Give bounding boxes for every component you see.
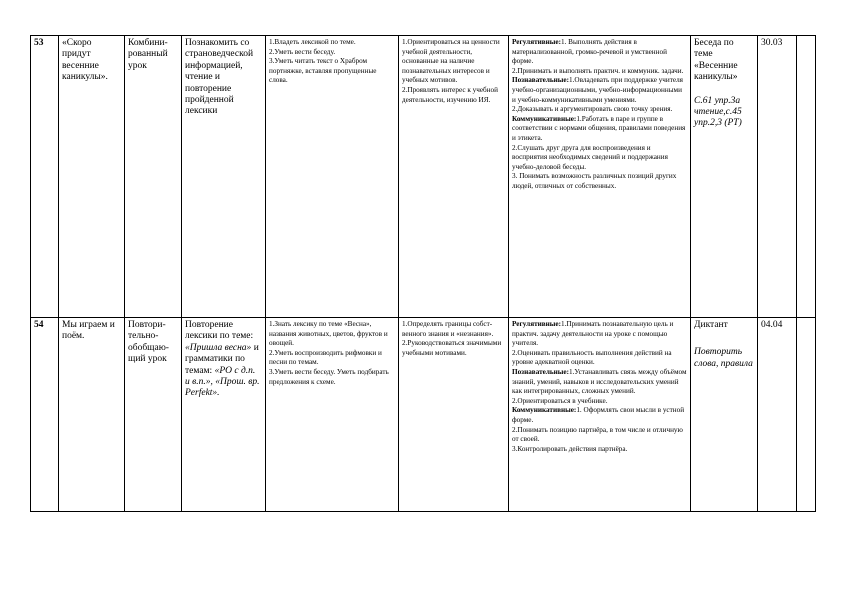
lesson-number: 54 (31, 318, 59, 512)
control-form: Диктант (694, 320, 728, 330)
homework: С.61 упр.3а чтение,с.45 упр.2,3 (РТ) (694, 95, 742, 129)
subject-result: 3.Уметь читать текст о Храбром портняжке, вставляя пропущенные слова. (269, 57, 377, 85)
uud-item: 1.Овладевать при поддержке учителя учебно-организационными, учебно-информационными и учебно-коммуникативными умениями. (512, 76, 683, 104)
uud-heading: Регулятивные: (512, 320, 561, 328)
table-row (31, 36, 816, 318)
subject-result: 2.Уметь воспроизводить рифмовки и песни по темам. (269, 348, 382, 367)
uud-block (512, 320, 673, 347)
subject-result: 3.Уметь вести беседу. Уметь подбирать предложения к схеме. (269, 367, 389, 386)
lesson-plan-table (30, 35, 816, 512)
subject-result: 1.Владеть лексикой по теме. (269, 38, 356, 46)
control-form: Беседа по теме «Весенние каникулы» (694, 38, 738, 83)
subject-result: 2.Уметь вести беседу. (269, 47, 336, 56)
uud-heading: Познавательные: (512, 76, 569, 85)
lesson-number: 53 (31, 36, 59, 318)
uud-item: 2.Слушать друг друга для воспроизведения и восприятия необходимых сведений и поддержания учебно-деловой беседы. (512, 143, 668, 171)
personal-result: 2.Руководствоваться значимыми учебными мотивами. (402, 339, 502, 357)
personal-results (399, 318, 509, 512)
lesson-goal: Познакомить со страноведческой информацией, чтение и повторение пройденной лексики (182, 36, 266, 318)
goal-topic: «PO с д.п. и в.п.», «Прош. вр. Perfekt». (185, 365, 260, 399)
uud-item: 3.Контролировать действия партнёра. (512, 444, 628, 453)
lesson-topic: «Скоро придут весенние каникулы». (59, 36, 125, 318)
empty-cell (797, 318, 816, 512)
uud-heading: Коммуникативные: (512, 406, 577, 415)
uud-block (512, 76, 683, 103)
lesson-date: 04.04 (758, 318, 797, 512)
uud-item: 2.Ориентироваться в учебнике. (512, 396, 608, 405)
uud-results (509, 36, 691, 318)
uud-item: 1.Устанавливать связь между объёмом знаний, умений, навыков и исследовательских умений как интегрированных, сложных умений. (512, 367, 687, 396)
uud-item: 1. Выполнять действия в материализованной, громко-речевой и умственной форме. (512, 38, 667, 66)
uud-item: 2.Доказывать и аргументировать свою точку зрения. (512, 105, 673, 114)
table-row (31, 318, 816, 512)
uud-block (512, 406, 684, 424)
subject-results (266, 318, 399, 512)
lesson-type: Комбинированный урок (125, 36, 182, 318)
homework: Повторить слова, правила (694, 347, 753, 369)
control-and-homework (691, 318, 758, 512)
uud-block (512, 368, 687, 395)
lesson-topic: Мы играем и поём. (59, 318, 125, 512)
uud-block (512, 38, 667, 65)
uud-item: 3. Понимать возможность различных позиций других людей, отличных от собственных. (512, 172, 677, 190)
personal-result: 1.Ориентироваться на ценности учебной деятельности, основанные на наличие познавательных интересов и учебных мотивов. (402, 38, 500, 85)
uud-heading: Регулятивные: (512, 38, 561, 46)
lesson-goal (182, 318, 266, 512)
control-and-homework (691, 36, 758, 318)
uud-item: 2.Оценивать правильность выполнения действий на уровне адекватной оценки. (512, 348, 672, 367)
goal-topic: «Пришла весна» (185, 342, 252, 353)
goal-text: Повторение лексики по теме: (185, 320, 254, 342)
uud-results (509, 318, 691, 512)
uud-heading: Коммуникативные: (512, 114, 577, 123)
subject-result: 1.Знать лексику по теме «Весна», названия животных, цветов, фруктов и овощей. (269, 320, 388, 348)
subject-results (266, 36, 399, 318)
uud-item: 1. Оформлять свои мысли в устной форме. (512, 406, 685, 424)
lesson-type: Повторительно-обобщающий урок (125, 318, 182, 512)
uud-item: 2.Понимать позицию партнёра, в том числе и отличную от своей. (512, 425, 683, 444)
personal-result: 2.Проявлять интерес к учебной деятельности, изучению ИЯ. (402, 85, 498, 104)
uud-item: 2.Принимать и выполнять практич. и коммуник. задачи. (512, 66, 684, 75)
personal-results (399, 36, 509, 318)
uud-block (512, 115, 685, 142)
goal-text: и грамматики по темам: (185, 342, 259, 376)
personal-result: 1.Определять границы собст-венного знания и «незнания». (402, 320, 494, 338)
uud-item: 1.Принимать познавательную цель и практич. задачу деятельности на уроке с помощью учителя. (512, 320, 674, 348)
lesson-date: 30.03 (758, 36, 797, 318)
empty-cell (797, 36, 816, 318)
uud-item: 1.Работать в паре и группе в соответствии с нормами общения, правилами поведения и этикета. (512, 114, 686, 142)
uud-heading: Познавательные: (512, 367, 569, 376)
